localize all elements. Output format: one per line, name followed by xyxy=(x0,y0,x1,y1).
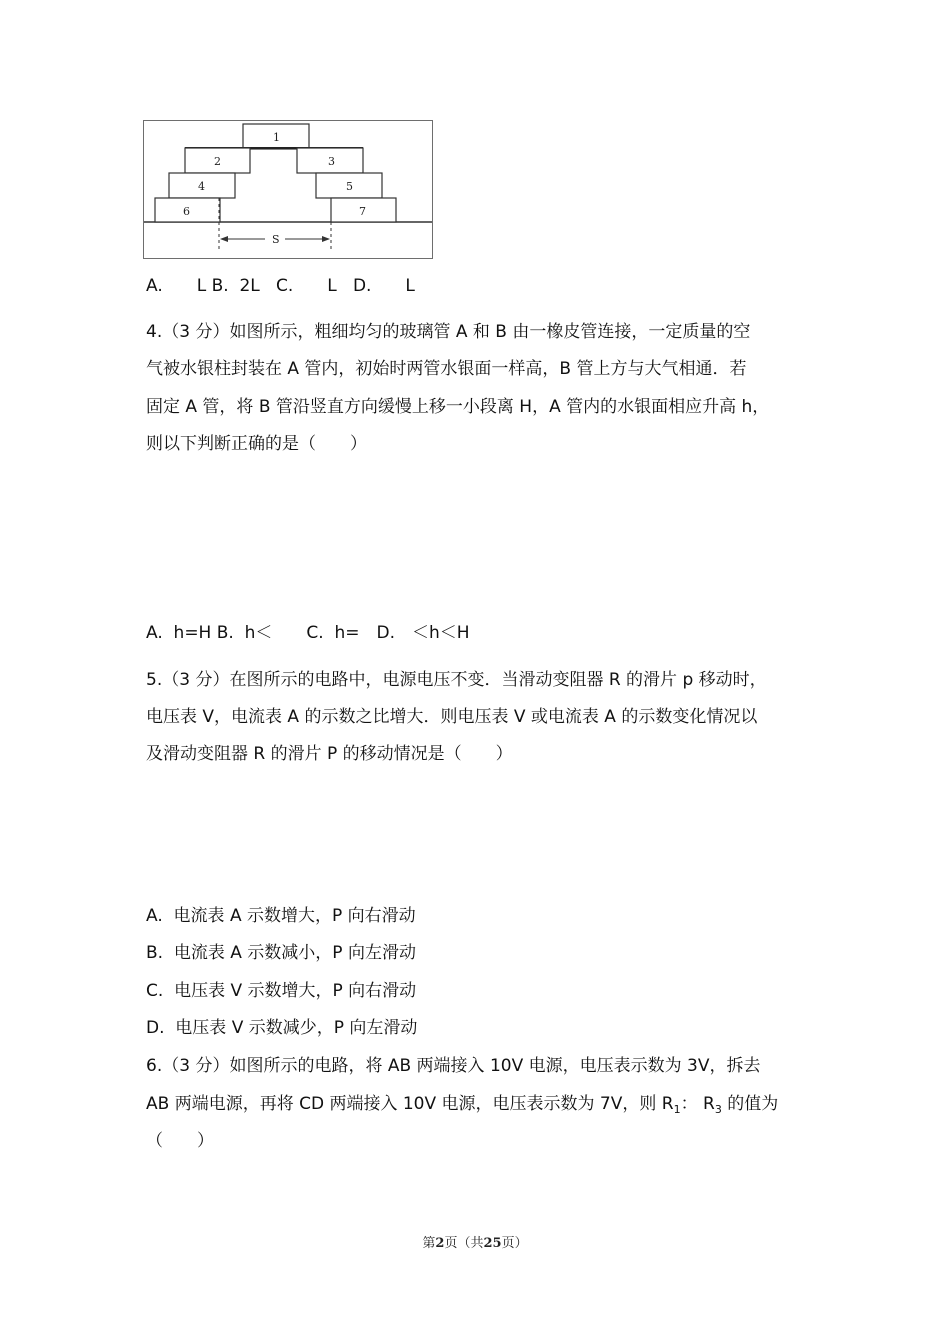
q6-line-3: （ ） xyxy=(146,1131,214,1151)
footer-prefix: 第 xyxy=(422,1236,436,1251)
page-footer xyxy=(0,1232,950,1251)
footer-page-number: 2 xyxy=(435,1236,445,1251)
footer-total-pages: 25 xyxy=(483,1236,502,1251)
q6-line-2-tail: 的值为 xyxy=(721,1094,779,1114)
q3-options: A. L B. 2L C. L D. L xyxy=(146,276,415,296)
q4-line-4: 则以下判断正确的是（ ） xyxy=(146,434,367,454)
q5-line-1: 5.（3 分）在图所示的电路中，电源电压不变．当滑动变阻器 R 的滑片 p 移动时， xyxy=(146,670,767,690)
q4-options: A. h=H B. h＜ C. h= D. ＜h＜H xyxy=(146,623,470,643)
q6-line-1: 6.（3 分）如图所示的电路，将 AB 两端接入 10V 电源，电压表示数为 3V，拆去 xyxy=(146,1056,761,1076)
q4-line-2: 气被水银柱封装在 A 管内，初始时两管水银面一样高，B 管上方与大气相通．若 xyxy=(146,359,747,379)
block-label-3: 3 xyxy=(328,155,335,168)
q5-option-c: C. 电压表 V 示数增大，P 向右滑动 xyxy=(146,981,417,1001)
q6-line-2 xyxy=(146,1093,778,1115)
q5-option-b: B. 电流表 A 示数减小，P 向左滑动 xyxy=(146,943,416,963)
block-label-1: 1 xyxy=(273,131,280,144)
q5-line-2: 电压表 V，电流表 A 的示数之比增大．则电压表 V 或电流表 A 的示数变化情况以 xyxy=(146,707,758,727)
block-label-6: 6 xyxy=(183,205,190,218)
q6-line-2-text: AB 两端电源，再将 CD 两端接入 10V 电源，电压表示数为 7V，则 R xyxy=(146,1094,674,1114)
subscript-3: 3 xyxy=(714,1103,722,1116)
q5-option-a: A. 电流表 A 示数增大，P 向右滑动 xyxy=(146,906,416,926)
block-label-4: 4 xyxy=(198,180,205,193)
block-label-5: 5 xyxy=(346,180,353,193)
block-label-7: 7 xyxy=(359,205,366,218)
footer-suffix: 页） xyxy=(501,1236,528,1251)
q5-option-d: D. 电压表 V 示数减少，P 向左滑动 xyxy=(146,1018,418,1038)
q4-line-3: 固定 A 管，将 B 管沿竖直方向缓慢上移一小段离 H，A 管内的水银面相应升高 h， xyxy=(146,397,770,417)
stacked-blocks-figure xyxy=(143,120,433,259)
block-label-2: 2 xyxy=(214,155,221,168)
q6-colon-r: ： R xyxy=(680,1094,715,1114)
subscript-1: 1 xyxy=(673,1103,681,1116)
dimension-label-s: S xyxy=(272,233,280,246)
footer-mid: 页（共 xyxy=(444,1236,484,1251)
q4-line-1: 4.（3 分）如图所示，粗细均匀的玻璃管 A 和 B 由一橡皮管连接，一定质量的空 xyxy=(146,322,751,342)
q5-line-3: 及滑动变阻器 R 的滑片 P 的移动情况是（ ） xyxy=(146,744,513,764)
